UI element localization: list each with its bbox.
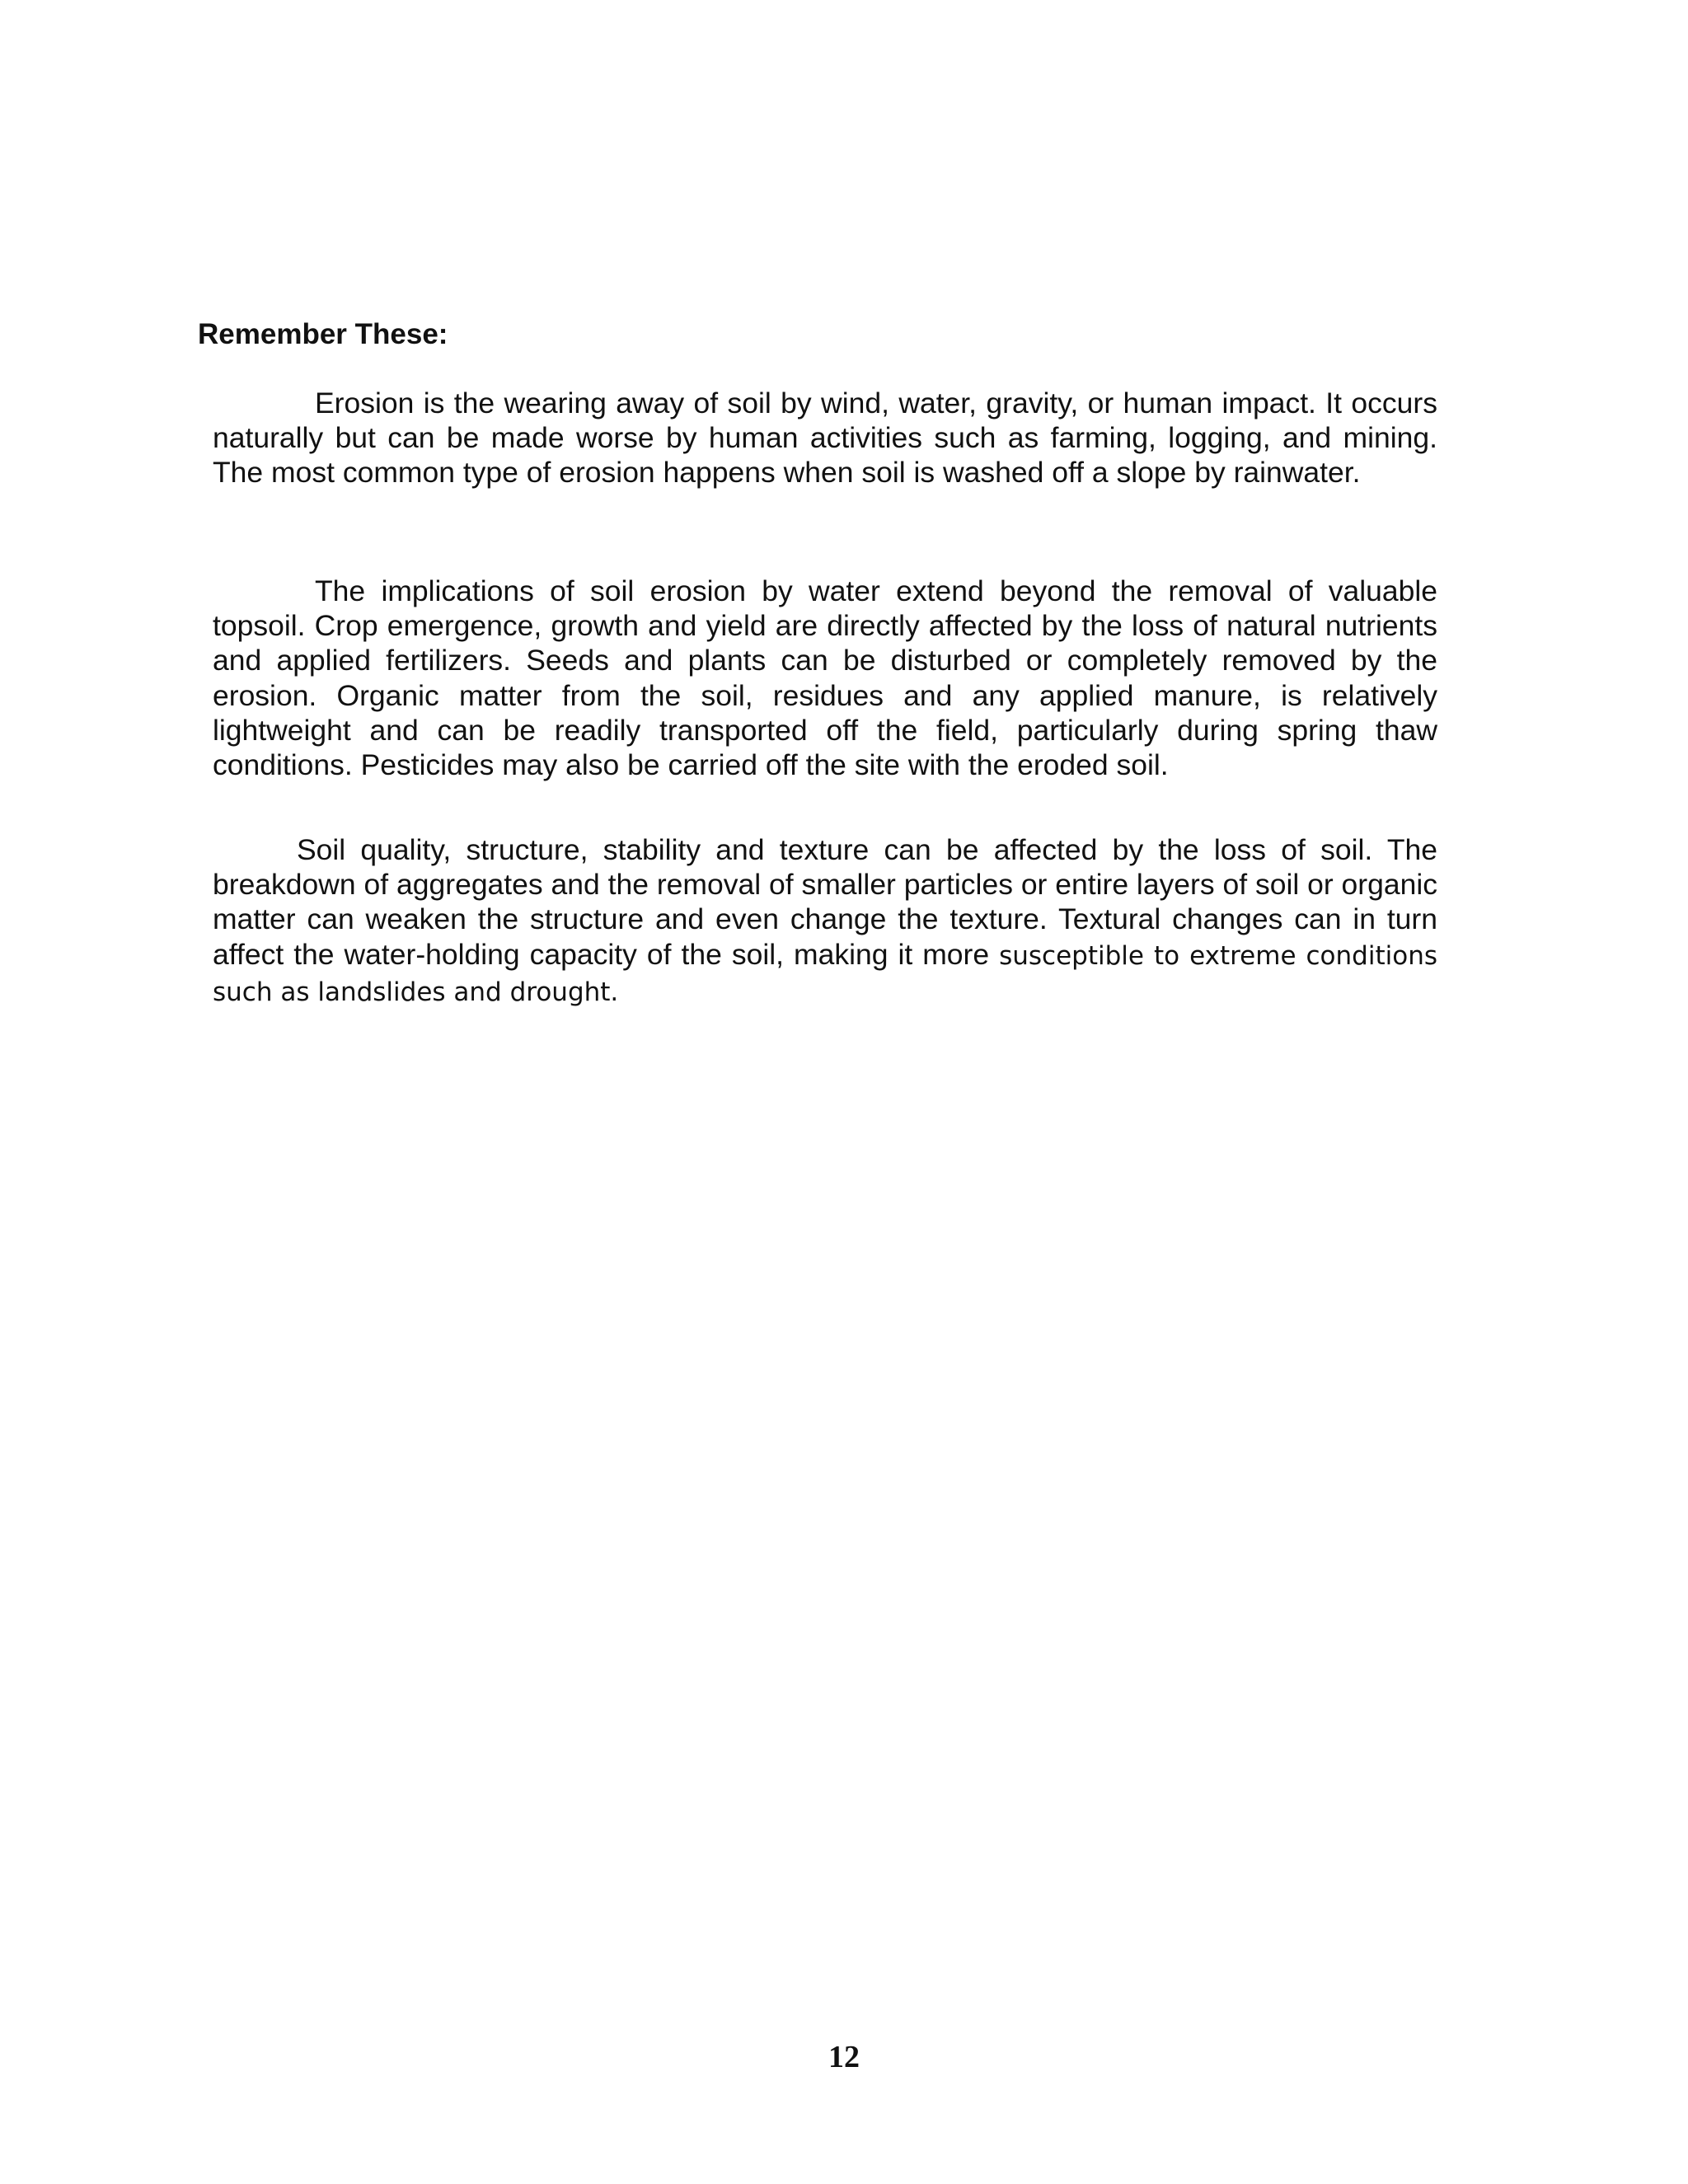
paragraph-soil-quality [213,832,1437,1010]
paragraph-soil-quality-tail: susceptible to extreme conditions such as landslides and drought. [213,940,1437,1007]
paragraph-soil-quality-main: Soil quality, structure, stability and texture can be affected by the loss of soil. The breakdown of aggregates and the removal of smaller particles or entire layers of soil or organic matter can weaken the structure and even change the texture. Textural changes can in turn affect the water-holding capacity of the soil, making it more [213,833,1437,971]
section-heading: Remember These: [198,318,448,350]
page-number: 12 [828,2040,860,2074]
paragraph-erosion-implications: The implications of soil erosion by water extend beyond the removal of valuable topsoil. Crop emergence, growth and yield are directly affected by the loss of natural nutrients and applied fertilizers. Seeds and plants can be disturbed or completely removed by the erosion. Organic matter from the soil, residues and any applied manure, is relatively lightweight and can be readily transported off the field, particularly during spring thaw conditions. Pesticides may also be carried off the site with the eroded soil. [213,574,1437,782]
paragraph-erosion-definition: Erosion is the wearing away of soil by wind, water, gravity, or human impact. It occurs naturally but can be made worse by human activities such as farming, logging, and mining. The most common type of erosion happens when soil is washed off a slope by rainwater. [213,387,1437,490]
